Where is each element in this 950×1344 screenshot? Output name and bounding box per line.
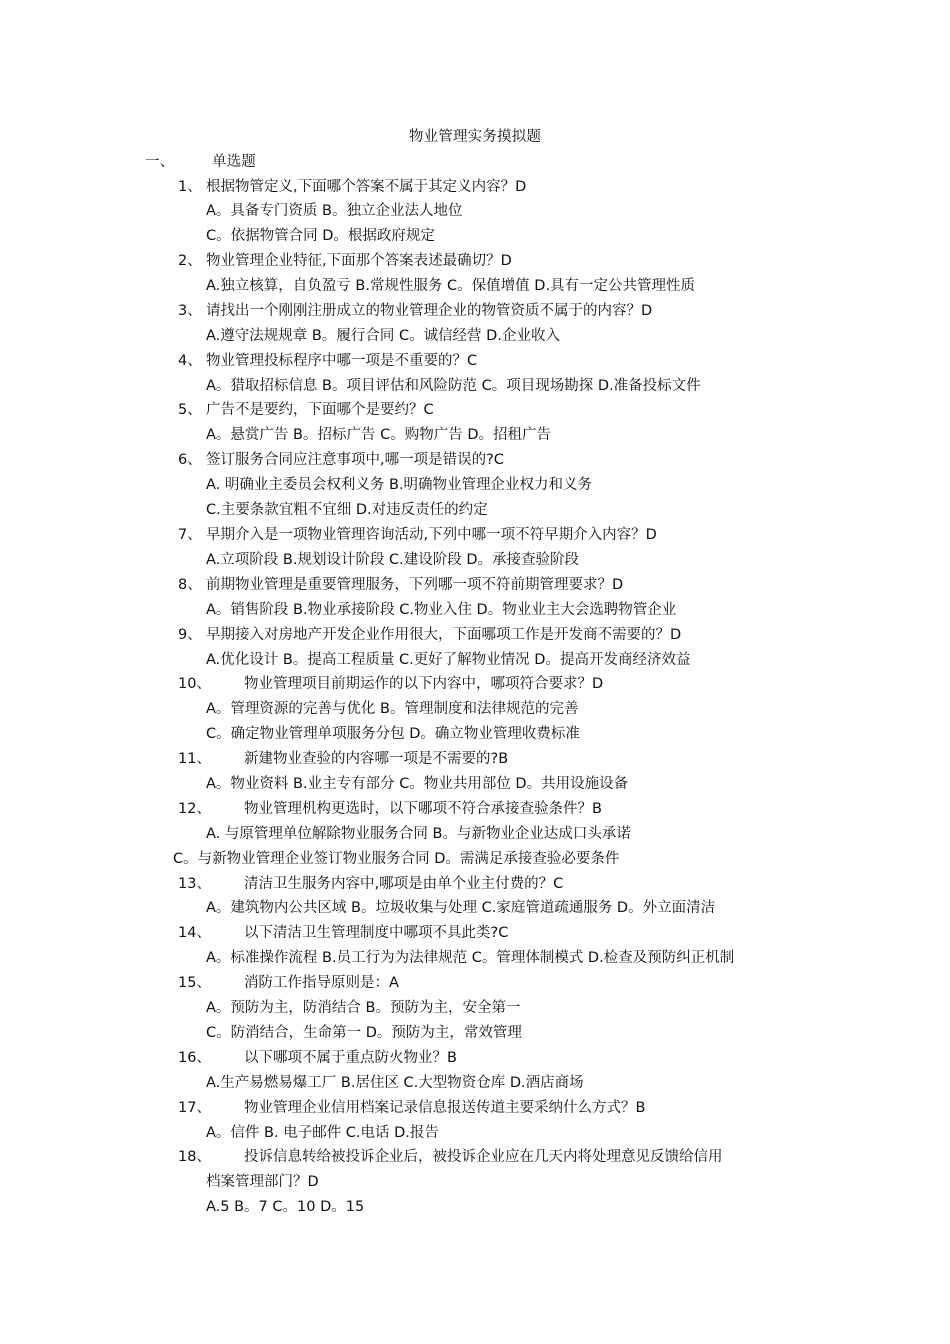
question-text: 消防工作指导原则是：A: [244, 975, 399, 991]
question-number: 14、: [178, 925, 211, 941]
question-options: A. 明确业主委员会权利义务 B.明确物业管理企业权力和义务: [206, 477, 593, 493]
question-text: 以下清洁卫生管理制度中哪项不具此类?C: [244, 925, 509, 941]
question-text: 请找出一个刚刚注册成立的物业管理企业的物管资质不属于的内容？D: [206, 303, 653, 319]
question-text: 新建物业查验的内容哪一项是不需要的?B: [244, 751, 509, 767]
question-text: 清洁卫生服务内容中,哪项是由单个业主付费的？C: [244, 876, 564, 892]
question-options: A。建筑物内公共区域 B。垃圾收集与处理 C.家庭管道疏通服务 D。外立面清洁: [206, 900, 716, 916]
question-text-continuation: 档案管理部门？D: [206, 1174, 319, 1190]
question-text: 广告不是要约，下面哪个是要约？C: [206, 402, 434, 418]
question-text: 物业管理项目前期运作的以下内容中，哪项符合要求？D: [244, 676, 604, 692]
question-options-continuation: C。与新物业管理企业签订物业服务合同 D。需满足承接查验必要条件: [173, 851, 620, 867]
document-title: 物业管理实务摸拟题: [408, 129, 542, 145]
question-number: 6、: [178, 452, 202, 468]
question-number: 9、: [178, 627, 202, 643]
question-text: 物业管理企业特征,下面那个答案表述最确切？D: [206, 253, 512, 269]
question-options: C。确定物业管理单项服务分包 D。确立物业管理收费标准: [206, 726, 580, 742]
question-text: 投诉信息转给被投诉企业后，被投诉企业应在几天内将处理意见反馈给信用: [244, 1149, 723, 1165]
question-text: 物业管理企业信用档案记录信息报送传道主要采纳什么方式？B: [244, 1100, 646, 1116]
question-options: A。猎取招标信息 B。项目评估和风险防范 C。项目现场勘探 D.准备投标文件: [206, 378, 701, 394]
question-number: 16、: [178, 1050, 211, 1066]
question-number: 7、: [178, 527, 202, 543]
question-number: 10、: [178, 676, 211, 692]
question-options: A. 与原管理单位解除物业服务合同 B。与新物业企业达成口头承诺: [206, 826, 631, 842]
question-options: C。防消结合，生命第一 D。预防为主，常效管理: [206, 1025, 522, 1041]
question-options: C。依据物管合同 D。根据政府规定: [206, 228, 435, 244]
question-options: A。悬赏广告 B。招标广告 C。购物广告 D。招租广告: [206, 427, 551, 443]
question-options: A.遵守法规规章 B。履行合同 C。诚信经营 D.企业收入: [206, 328, 560, 344]
question-number: 15、: [178, 975, 211, 991]
question-text: 签订服务合同应注意事项中,哪一项是错误的?C: [206, 452, 504, 468]
question-text: 以下哪项不属于重点防火物业？B: [244, 1050, 457, 1066]
question-options: A.独立核算，自负盈亏 B.常规性服务 C。保值增值 D.具有一定公共管理性质: [206, 278, 696, 294]
question-options: A。信件 B. 电子邮件 C.电话 D.报告: [206, 1125, 439, 1141]
question-text: 早期接入对房地产开发企业作用很大，下面哪项工作是开发商不需要的？D: [206, 627, 682, 643]
question-number: 13、: [178, 876, 211, 892]
question-number: 18、: [178, 1149, 211, 1165]
question-options: C.主要条款宜粗不宜细 D.对违反责任的约定: [206, 502, 488, 518]
question-options: A.立项阶段 B.规划设计阶段 C.建设阶段 D。承接查验阶段: [206, 552, 580, 568]
question-text: 物业管理机构更选时，以下哪项不符合承接查验条件？B: [244, 801, 602, 817]
question-number: 17、: [178, 1100, 211, 1116]
question-number: 3、: [178, 303, 202, 319]
question-options: A.5 B。7 C。10 D。15: [206, 1199, 365, 1215]
question-number: 2、: [178, 253, 202, 269]
question-number: 4、: [178, 353, 202, 369]
question-number: 11、: [178, 751, 211, 767]
question-options: A。具备专门资质 B。独立企业法人地位: [206, 203, 463, 219]
question-text: 前期物业管理是重要管理服务，下列哪一项不符前期管理要求？D: [206, 577, 624, 593]
question-text: 根据物管定义,下面哪个答案不属于其定义内容？D: [206, 179, 527, 195]
question-options: A。标准操作流程 B.员工行为为法律规范 C。管理体制模式 D.检查及预防纠正机制: [206, 950, 735, 966]
question-number: 1、: [178, 179, 202, 195]
question-options: A。销售阶段 B.物业承接阶段 C.物业入住 D。物业业主大会选聘物管企业: [206, 602, 677, 618]
question-text: 早期介入是一项物业管理咨询活动,下列中哪一项不符早期介入内容？D: [206, 527, 657, 543]
question-options: A.生产易燃易爆工厂 B.居住区 C.大型物资仓库 D.酒店商场: [206, 1075, 584, 1091]
question-options: A。预防为主，防消结合 B。预防为主，安全第一: [206, 1000, 521, 1016]
question-text: 物业管理投标程序中哪一项是不重要的？C: [206, 353, 478, 369]
question-options: A。物业资料 B.业主专有部分 C。物业共用部位 D。共用设施设备: [206, 776, 629, 792]
question-number: 8、: [178, 577, 202, 593]
question-options: A.优化设计 B。提高工程质量 C.更好了解物业情况 D。提高开发商经济效益: [206, 652, 691, 668]
question-options: A。管理资源的完善与优化 B。管理制度和法律规范的完善: [206, 701, 579, 717]
section-number: 一、: [145, 154, 175, 170]
question-number: 5、: [178, 402, 202, 418]
question-number: 12、: [178, 801, 211, 817]
section-label: 单选题: [212, 154, 257, 170]
